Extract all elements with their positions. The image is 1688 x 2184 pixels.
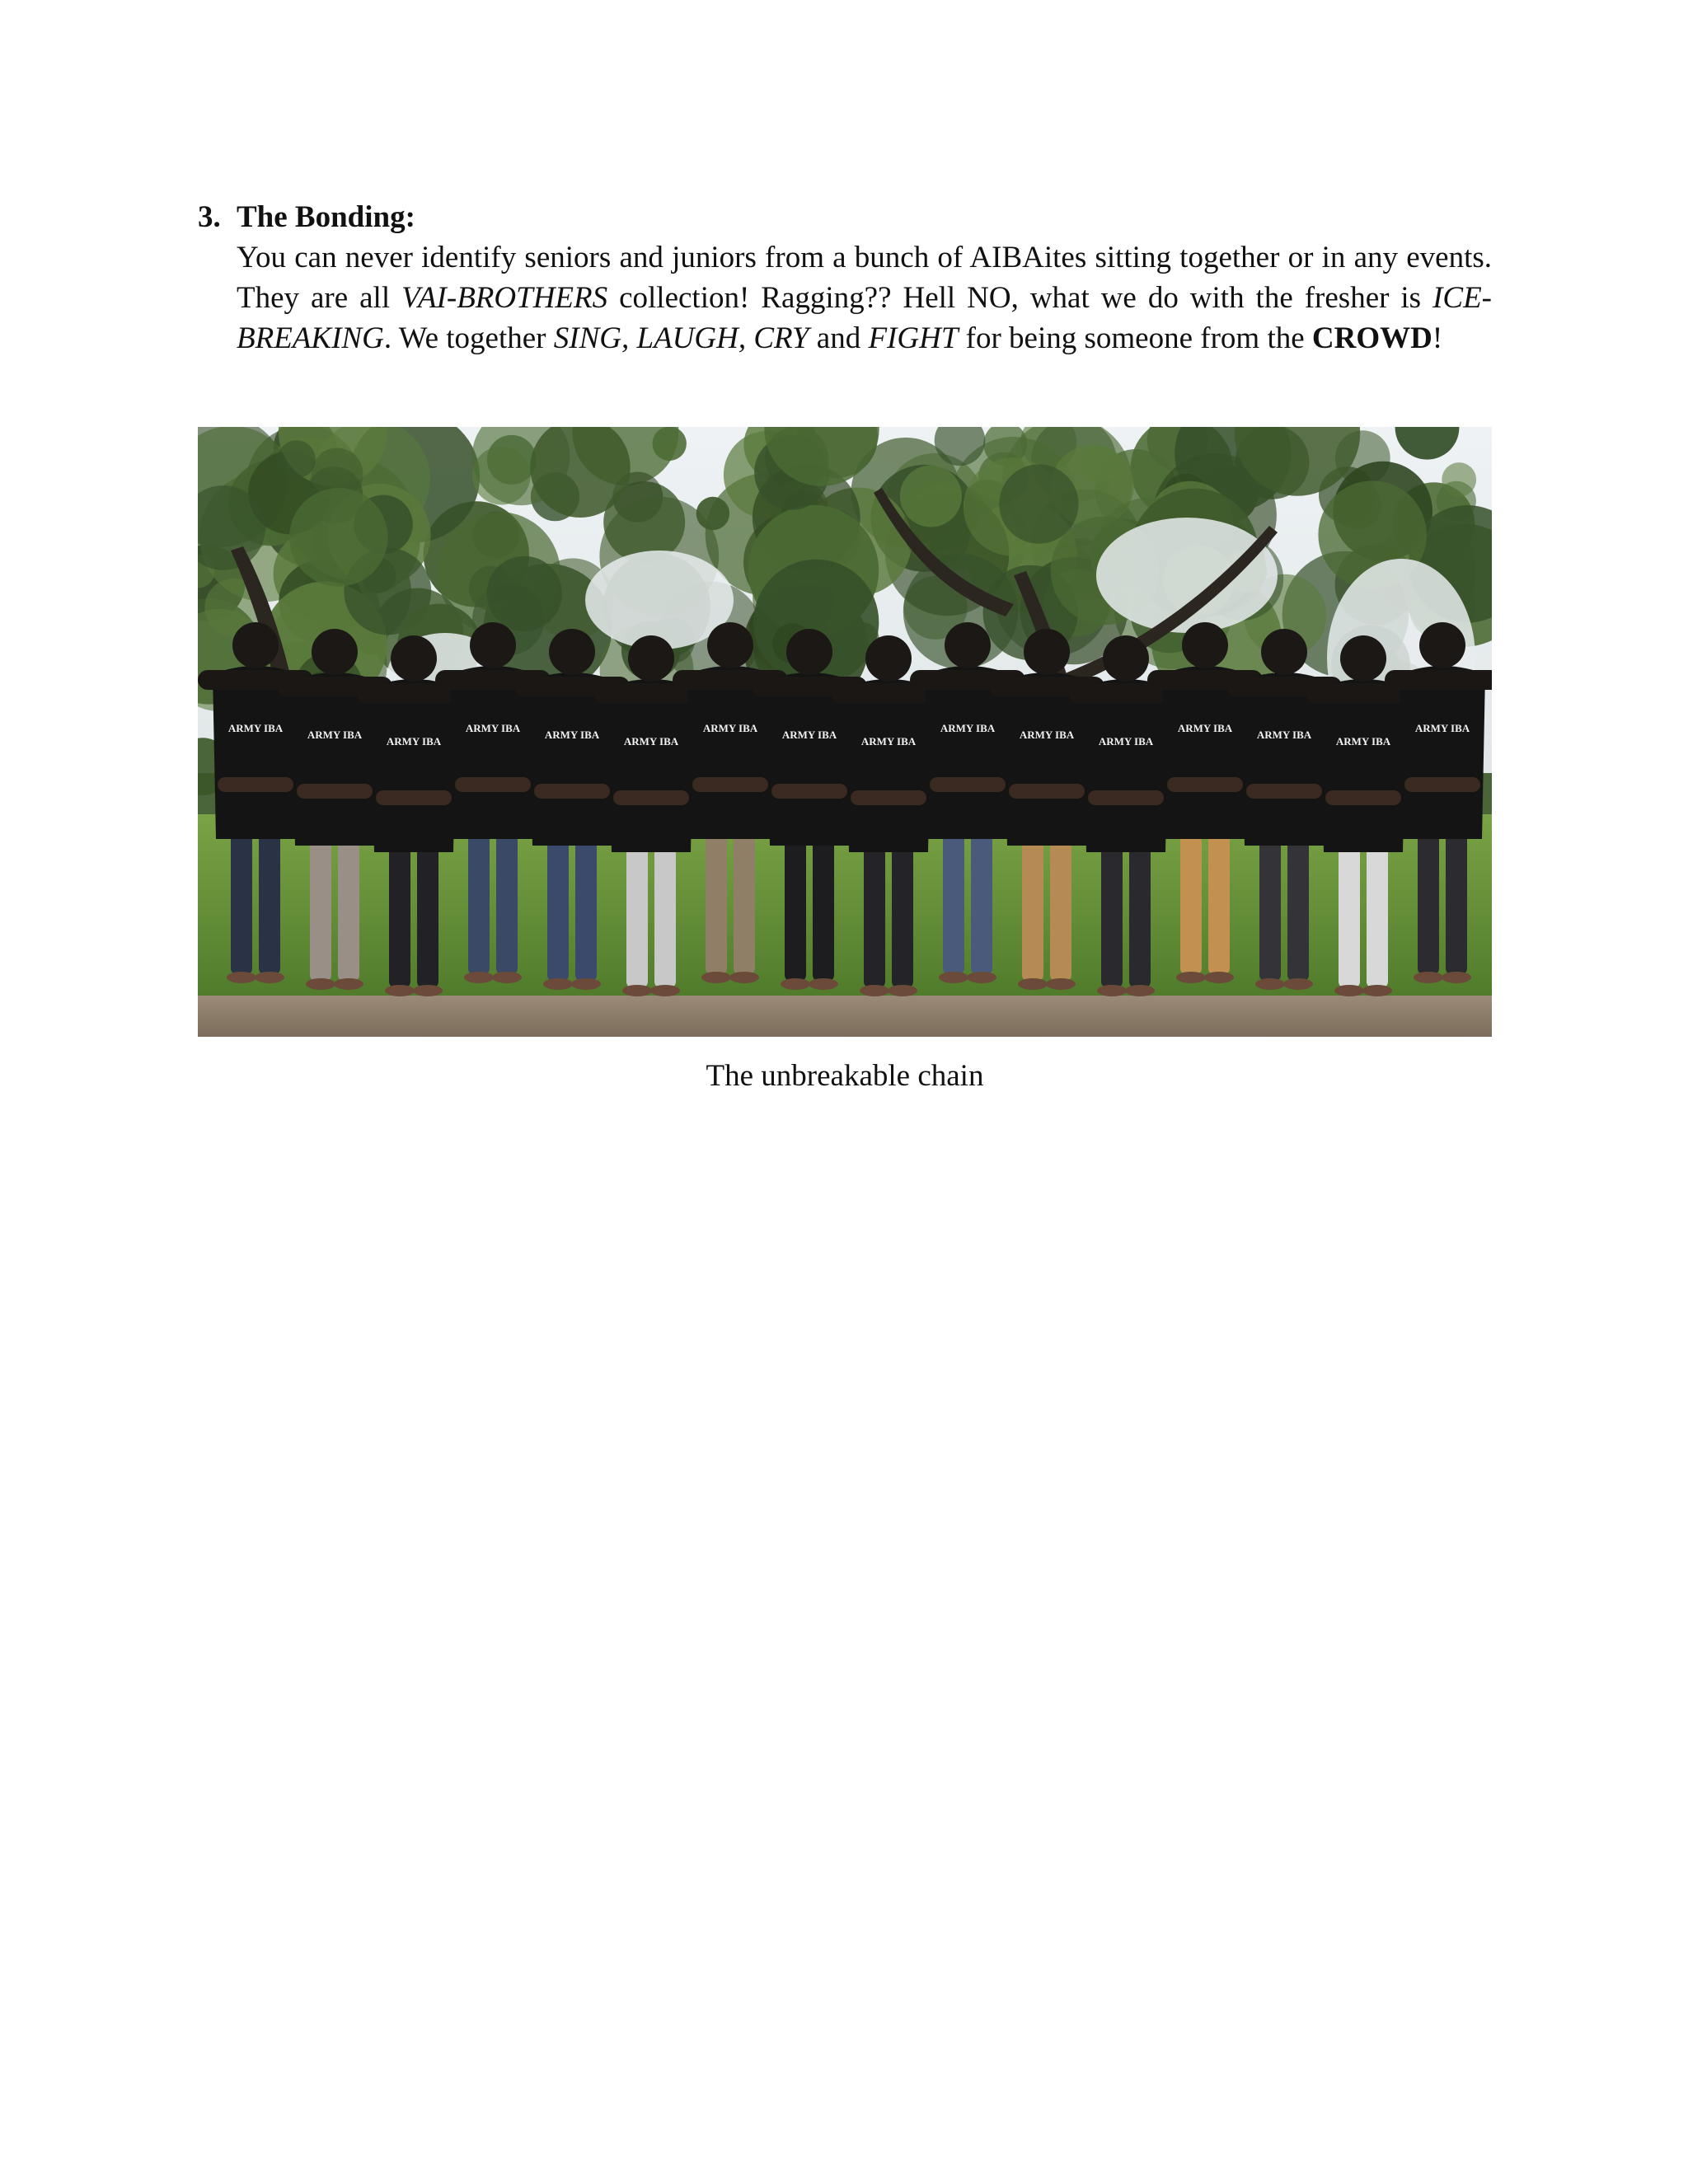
shirt-print: ARMY IBA xyxy=(1414,722,1470,734)
shirt xyxy=(1400,666,1485,839)
paragraph-run-italic: SING, LAUGH, CRY xyxy=(553,321,809,355)
head xyxy=(1261,629,1307,675)
head xyxy=(1024,629,1070,675)
photo-ground xyxy=(198,996,1492,1037)
left-leg xyxy=(626,844,648,988)
left-leg xyxy=(785,837,806,982)
left-foot xyxy=(622,985,652,996)
head xyxy=(232,622,279,668)
left-foot xyxy=(701,972,731,983)
right-leg xyxy=(1208,831,1230,975)
right-foot xyxy=(809,978,838,990)
section-paragraph xyxy=(237,237,1492,359)
head xyxy=(312,629,358,675)
right-leg xyxy=(259,831,280,975)
right-foot xyxy=(967,972,996,983)
arm-behind-back xyxy=(1088,790,1164,805)
paragraph-run-normal: collection! Ragging?? Hell NO, what we do with the fresher is xyxy=(607,281,1433,315)
left-leg xyxy=(1418,831,1439,975)
arm-behind-back xyxy=(1246,784,1322,799)
paragraph-run-normal: for being someone from the xyxy=(958,321,1312,355)
group-photo-illustration xyxy=(198,427,1492,1037)
left-leg xyxy=(1259,837,1281,982)
left-leg xyxy=(1339,844,1360,988)
arm-over-shoulder xyxy=(1385,670,1492,690)
shirt-print: ARMY IBA xyxy=(860,735,917,748)
section-number: 3. xyxy=(198,200,221,234)
left-foot xyxy=(860,985,889,996)
head xyxy=(470,622,516,668)
left-leg xyxy=(943,831,964,975)
left-foot xyxy=(1414,972,1443,983)
shirt xyxy=(846,679,931,852)
arm-behind-back xyxy=(851,790,926,805)
shirt-print: ARMY IBA xyxy=(386,735,442,748)
shirt-print: ARMY IBA xyxy=(544,729,600,741)
paragraph-run-italic: ICE-BREAKING xyxy=(237,281,1492,355)
section-bonding xyxy=(198,198,1492,359)
arm-behind-back xyxy=(692,777,768,792)
right-leg xyxy=(496,831,518,975)
right-leg xyxy=(654,844,676,988)
right-foot xyxy=(888,985,917,996)
left-leg xyxy=(1180,831,1202,975)
head xyxy=(865,635,912,682)
foliage-clump xyxy=(1442,462,1476,497)
paragraph-run-normal: and xyxy=(809,321,869,355)
head xyxy=(391,635,437,682)
arm-behind-back xyxy=(1325,790,1401,805)
foliage-clump xyxy=(278,440,316,478)
right-leg xyxy=(734,831,755,975)
right-foot xyxy=(1125,985,1155,996)
paragraph-run-italic: FIGHT xyxy=(868,321,959,355)
head xyxy=(707,622,753,668)
arm-behind-back xyxy=(297,784,373,799)
paragraph-run-italic: VAI-BROTHERS xyxy=(401,281,608,315)
left-leg xyxy=(1101,844,1123,988)
right-foot xyxy=(413,985,443,996)
shirt xyxy=(608,679,694,852)
paragraph-run-normal: You can never identify seniors and juniors from a bunch of AIBAites sitting together or in any events. They are all xyxy=(237,241,1492,315)
head xyxy=(786,629,832,675)
right-leg xyxy=(971,831,992,975)
arm-behind-back xyxy=(534,784,610,799)
foliage-clump xyxy=(999,465,1078,544)
shirt xyxy=(371,679,457,852)
head xyxy=(1182,622,1228,668)
shirt-print: ARMY IBA xyxy=(940,722,996,734)
arm-behind-back xyxy=(1167,777,1243,792)
head xyxy=(945,622,991,668)
right-leg xyxy=(338,837,359,982)
left-leg xyxy=(1022,837,1043,982)
right-foot xyxy=(1362,985,1392,996)
right-leg xyxy=(575,837,597,982)
left-foot xyxy=(939,972,968,983)
left-foot xyxy=(385,985,415,996)
foliage-clump xyxy=(289,488,388,587)
right-leg xyxy=(1287,837,1309,982)
right-leg xyxy=(1367,844,1388,988)
left-leg xyxy=(468,831,490,975)
shirt-print: ARMY IBA xyxy=(465,722,521,734)
shirt-print: ARMY IBA xyxy=(1098,735,1154,748)
shirt-print: ARMY IBA xyxy=(702,722,758,734)
left-foot xyxy=(1097,985,1127,996)
arm-behind-back xyxy=(930,777,1006,792)
right-foot xyxy=(1046,978,1076,990)
photo-caption: The unbreakable chain xyxy=(706,1059,984,1093)
head xyxy=(1340,635,1386,682)
head xyxy=(1103,635,1149,682)
arm-behind-back xyxy=(771,784,847,799)
left-foot xyxy=(227,972,256,983)
right-leg xyxy=(417,844,438,988)
foliage-clump xyxy=(653,427,687,461)
shirt-print: ARMY IBA xyxy=(227,722,284,734)
left-foot xyxy=(1176,972,1206,983)
shirt-print: ARMY IBA xyxy=(1177,722,1233,734)
shirt-print: ARMY IBA xyxy=(1256,729,1312,741)
arm-behind-back xyxy=(613,790,689,805)
right-foot xyxy=(334,978,363,990)
paragraph-run-bold: CROWD xyxy=(1311,321,1432,355)
shirt-print: ARMY IBA xyxy=(781,729,837,741)
head xyxy=(549,629,595,675)
left-leg xyxy=(547,837,569,982)
left-foot xyxy=(464,972,494,983)
left-foot xyxy=(781,978,810,990)
paragraph-run-normal: ! xyxy=(1432,321,1443,355)
left-foot xyxy=(543,978,573,990)
section-title: The Bonding: xyxy=(237,200,415,234)
shirt-print: ARMY IBA xyxy=(1019,729,1075,741)
left-foot xyxy=(306,978,335,990)
shirt-print: ARMY IBA xyxy=(623,735,679,748)
paragraph-run-normal: . We together xyxy=(383,321,554,355)
right-leg xyxy=(892,844,913,988)
foliage-clump xyxy=(900,466,962,527)
arm-behind-back xyxy=(455,777,531,792)
shirt-print: ARMY IBA xyxy=(307,729,363,741)
head xyxy=(1419,622,1465,668)
left-leg xyxy=(389,844,410,988)
left-foot xyxy=(1334,985,1364,996)
arm-behind-back xyxy=(376,790,452,805)
right-leg xyxy=(1050,837,1071,982)
shirt xyxy=(1320,679,1406,852)
foliage-clump xyxy=(1081,445,1118,483)
section-heading xyxy=(198,198,1492,237)
left-leg xyxy=(864,844,885,988)
left-leg xyxy=(310,837,331,982)
arm-behind-back xyxy=(1009,784,1085,799)
right-foot xyxy=(492,972,522,983)
head xyxy=(628,635,674,682)
right-leg xyxy=(813,837,834,982)
left-foot xyxy=(1018,978,1048,990)
right-leg xyxy=(1129,844,1151,988)
shirt xyxy=(1083,679,1169,852)
right-foot xyxy=(1204,972,1234,983)
right-foot xyxy=(571,978,601,990)
right-foot xyxy=(255,972,284,983)
arm-behind-back xyxy=(218,777,293,792)
right-foot xyxy=(1283,978,1313,990)
shirt-print: ARMY IBA xyxy=(1335,735,1391,748)
arm-behind-back xyxy=(1404,777,1480,792)
right-leg xyxy=(1446,831,1467,975)
right-foot xyxy=(650,985,680,996)
foliage-clump xyxy=(487,556,562,631)
left-leg xyxy=(706,831,727,975)
right-foot xyxy=(729,972,759,983)
left-foot xyxy=(1255,978,1285,990)
right-foot xyxy=(1442,972,1471,983)
group-photo xyxy=(198,427,1492,1037)
left-leg xyxy=(231,831,252,975)
